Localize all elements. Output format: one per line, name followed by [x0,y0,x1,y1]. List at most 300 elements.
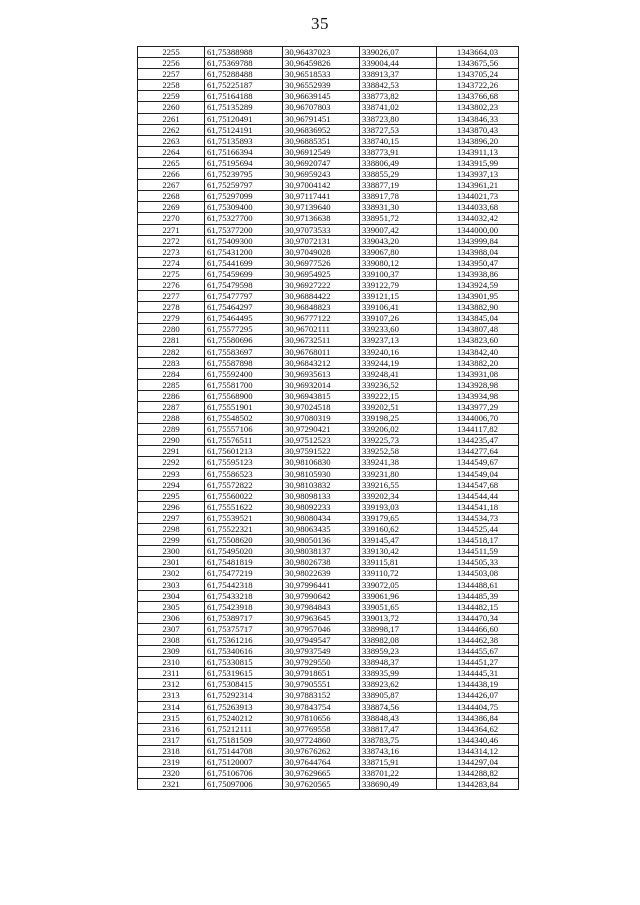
latitude-cell: 61,75592400 [205,368,283,379]
table-row [138,324,519,335]
longitude-cell: 30,96777122 [283,313,360,324]
x-coordinate-cell: 339007,42 [360,224,437,235]
y-coordinate-cell: 1344340,46 [437,734,519,745]
latitude-cell: 61,75361216 [205,634,283,645]
point-number-cell: 2279 [138,313,205,324]
table-row [138,446,519,457]
table-row [138,490,519,501]
latitude-cell: 61,75327700 [205,213,283,224]
x-coordinate-cell: 339241,38 [360,457,437,468]
point-number-cell: 2312 [138,679,205,690]
latitude-cell: 61,75263913 [205,701,283,712]
latitude-cell: 61,75551622 [205,501,283,512]
y-coordinate-cell: 1344485,39 [437,590,519,601]
x-coordinate-cell: 338951,72 [360,213,437,224]
table-row [138,80,519,91]
longitude-cell: 30,96707803 [283,102,360,113]
longitude-cell: 30,96943815 [283,390,360,401]
point-number-cell: 2305 [138,601,205,612]
y-coordinate-cell: 1343934,98 [437,390,519,401]
point-number-cell: 2268 [138,191,205,202]
latitude-cell: 61,75319615 [205,668,283,679]
point-number-cell: 2291 [138,446,205,457]
y-coordinate-cell: 1344541,18 [437,501,519,512]
table-row [138,124,519,135]
latitude-cell: 61,75135893 [205,135,283,146]
table-row [138,546,519,557]
longitude-cell: 30,96932014 [283,379,360,390]
point-number-cell: 2300 [138,546,205,557]
point-number-cell: 2260 [138,102,205,113]
x-coordinate-cell: 339130,42 [360,546,437,557]
longitude-cell: 30,98026738 [283,557,360,568]
y-coordinate-cell: 1344511,59 [437,546,519,557]
table-row [138,413,519,424]
longitude-cell: 30,97990642 [283,590,360,601]
point-number-cell: 2267 [138,180,205,191]
point-number-cell: 2275 [138,268,205,279]
table-row [138,346,519,357]
coordinates-table-body [138,47,519,790]
latitude-cell: 61,75212111 [205,723,283,734]
x-coordinate-cell: 338935,99 [360,668,437,679]
point-number-cell: 2295 [138,490,205,501]
longitude-cell: 30,97136638 [283,213,360,224]
table-row [138,435,519,446]
latitude-cell: 61,75539521 [205,512,283,523]
latitude-cell: 61,75124191 [205,124,283,135]
y-coordinate-cell: 1344404,75 [437,701,519,712]
point-number-cell: 2282 [138,346,205,357]
x-coordinate-cell: 339106,41 [360,302,437,313]
longitude-cell: 30,96959243 [283,169,360,180]
point-number-cell: 2269 [138,202,205,213]
table-row [138,202,519,213]
point-number-cell: 2299 [138,535,205,546]
page-number: 35 [311,14,329,33]
longitude-cell: 30,97644764 [283,757,360,768]
latitude-cell: 61,75441699 [205,257,283,268]
point-number-cell: 2306 [138,612,205,623]
latitude-cell: 61,75369788 [205,58,283,69]
latitude-cell: 61,75120491 [205,113,283,124]
coordinates-table [137,46,519,790]
latitude-cell: 61,75548502 [205,413,283,424]
latitude-cell: 61,75587898 [205,357,283,368]
x-coordinate-cell: 338723,80 [360,113,437,124]
point-number-cell: 2290 [138,435,205,446]
table-row [138,268,519,279]
table-row [138,58,519,69]
y-coordinate-cell: 1344021,73 [437,191,519,202]
y-coordinate-cell: 1343950,47 [437,257,519,268]
latitude-cell: 61,75431200 [205,246,283,257]
longitude-cell: 30,97073533 [283,224,360,235]
latitude-cell: 61,75481819 [205,557,283,568]
point-number-cell: 2270 [138,213,205,224]
latitude-cell: 61,75330815 [205,657,283,668]
x-coordinate-cell: 338773,82 [360,91,437,102]
longitude-cell: 30,97512523 [283,435,360,446]
table-row [138,402,519,413]
latitude-cell: 61,75144708 [205,745,283,756]
table-row [138,157,519,168]
y-coordinate-cell: 1344033,68 [437,202,519,213]
longitude-cell: 30,96935613 [283,368,360,379]
y-coordinate-cell: 1344544,44 [437,490,519,501]
point-number-cell: 2309 [138,646,205,657]
table-row [138,368,519,379]
latitude-cell: 61,75586523 [205,468,283,479]
point-number-cell: 2280 [138,324,205,335]
longitude-cell: 30,97883152 [283,690,360,701]
y-coordinate-cell: 1343722,26 [437,80,519,91]
point-number-cell: 2297 [138,512,205,523]
x-coordinate-cell: 338690,49 [360,779,437,790]
latitude-cell: 61,75581700 [205,379,283,390]
longitude-cell: 30,97929550 [283,657,360,668]
x-coordinate-cell: 339100,37 [360,268,437,279]
x-coordinate-cell: 338727,53 [360,124,437,135]
x-coordinate-cell: 339193,03 [360,501,437,512]
y-coordinate-cell: 1344547,68 [437,479,519,490]
point-number-cell: 2294 [138,479,205,490]
latitude-cell: 61,75495020 [205,546,283,557]
y-coordinate-cell: 1343845,04 [437,313,519,324]
longitude-cell: 30,97620565 [283,779,360,790]
table-row [138,568,519,579]
table-row [138,135,519,146]
y-coordinate-cell: 1343938,86 [437,268,519,279]
table-row [138,224,519,235]
latitude-cell: 61,75309400 [205,202,283,213]
point-number-cell: 2318 [138,745,205,756]
longitude-cell: 30,98050136 [283,535,360,546]
latitude-cell: 61,75377200 [205,224,283,235]
longitude-cell: 30,98080434 [283,512,360,523]
table-row [138,590,519,601]
latitude-cell: 61,75340616 [205,646,283,657]
y-coordinate-cell: 1344470,34 [437,612,519,623]
point-number-cell: 2284 [138,368,205,379]
x-coordinate-cell: 339122,79 [360,279,437,290]
point-number-cell: 2296 [138,501,205,512]
y-coordinate-cell: 1343882,20 [437,357,519,368]
y-coordinate-cell: 1343846,33 [437,113,519,124]
table-row [138,479,519,490]
table-row [138,557,519,568]
y-coordinate-cell: 1344000,00 [437,224,519,235]
latitude-cell: 61,75580696 [205,335,283,346]
point-number-cell: 2266 [138,169,205,180]
point-number-cell: 2273 [138,246,205,257]
x-coordinate-cell: 338743,16 [360,745,437,756]
y-coordinate-cell: 1344451,27 [437,657,519,668]
x-coordinate-cell: 339080,12 [360,257,437,268]
longitude-cell: 30,96437023 [283,47,360,58]
longitude-cell: 30,96768011 [283,346,360,357]
x-coordinate-cell: 339206,02 [360,424,437,435]
y-coordinate-cell: 1344386,84 [437,712,519,723]
point-number-cell: 2276 [138,279,205,290]
y-coordinate-cell: 1344505,33 [437,557,519,568]
point-number-cell: 2263 [138,135,205,146]
x-coordinate-cell: 339231,80 [360,468,437,479]
longitude-cell: 30,96885351 [283,135,360,146]
table-row [138,612,519,623]
latitude-cell: 61,75557106 [205,424,283,435]
x-coordinate-cell: 339237,13 [360,335,437,346]
point-number-cell: 2271 [138,224,205,235]
latitude-cell: 61,75459699 [205,268,283,279]
table-row [138,623,519,634]
point-number-cell: 2319 [138,757,205,768]
longitude-cell: 30,98022639 [283,568,360,579]
x-coordinate-cell: 338773,91 [360,146,437,157]
point-number-cell: 2307 [138,623,205,634]
point-number-cell: 2287 [138,402,205,413]
x-coordinate-cell: 339252,58 [360,446,437,457]
x-coordinate-cell: 339198,25 [360,413,437,424]
latitude-cell: 61,75181509 [205,734,283,745]
longitude-cell: 30,96912549 [283,146,360,157]
table-row [138,701,519,712]
x-coordinate-cell: 339236,52 [360,379,437,390]
longitude-cell: 30,96884422 [283,291,360,302]
x-coordinate-cell: 338959,23 [360,646,437,657]
longitude-cell: 30,98063435 [283,524,360,535]
latitude-cell: 61,75259797 [205,180,283,191]
latitude-cell: 61,75240212 [205,712,283,723]
x-coordinate-cell: 339202,34 [360,490,437,501]
table-row [138,302,519,313]
table-row [138,113,519,124]
latitude-cell: 61,75464495 [205,313,283,324]
x-coordinate-cell: 339145,47 [360,535,437,546]
latitude-cell: 61,75164188 [205,91,283,102]
table-row [138,646,519,657]
point-number-cell: 2274 [138,257,205,268]
x-coordinate-cell: 338848,43 [360,712,437,723]
table-row [138,468,519,479]
table-row [138,279,519,290]
y-coordinate-cell: 1343896,20 [437,135,519,146]
y-coordinate-cell: 1344314,12 [437,745,519,756]
table-row [138,457,519,468]
latitude-cell: 61,75551901 [205,402,283,413]
longitude-cell: 30,97996441 [283,579,360,590]
longitude-cell: 30,96843212 [283,357,360,368]
table-row [138,91,519,102]
x-coordinate-cell: 339179,65 [360,512,437,523]
table-row [138,191,519,202]
latitude-cell: 61,75423918 [205,601,283,612]
table-row [138,745,519,756]
table-row [138,634,519,645]
point-number-cell: 2321 [138,779,205,790]
latitude-cell: 61,75477219 [205,568,283,579]
y-coordinate-cell: 1343924,59 [437,279,519,290]
point-number-cell: 2303 [138,579,205,590]
y-coordinate-cell: 1343977,29 [437,402,519,413]
table-row [138,69,519,80]
x-coordinate-cell: 338931,30 [360,202,437,213]
table-row [138,535,519,546]
y-coordinate-cell: 1344466,60 [437,623,519,634]
x-coordinate-cell: 339061,96 [360,590,437,601]
y-coordinate-cell: 1344549,04 [437,468,519,479]
longitude-cell: 30,96927222 [283,279,360,290]
table-row [138,524,519,535]
table-row [138,757,519,768]
x-coordinate-cell: 339222,15 [360,390,437,401]
y-coordinate-cell: 1343931,08 [437,368,519,379]
x-coordinate-cell: 339233,60 [360,324,437,335]
y-coordinate-cell: 1343766,68 [437,91,519,102]
x-coordinate-cell: 338905,87 [360,690,437,701]
x-coordinate-cell: 338923,62 [360,679,437,690]
y-coordinate-cell: 1344277,64 [437,446,519,457]
x-coordinate-cell: 339202,51 [360,402,437,413]
table-row [138,213,519,224]
table-row [138,690,519,701]
point-number-cell: 2264 [138,146,205,157]
y-coordinate-cell: 1344288,82 [437,768,519,779]
latitude-cell: 61,75522321 [205,524,283,535]
longitude-cell: 30,96920747 [283,157,360,168]
y-coordinate-cell: 1344297,04 [437,757,519,768]
x-coordinate-cell: 339110,72 [360,568,437,579]
x-coordinate-cell: 338998,17 [360,623,437,634]
x-coordinate-cell: 338715,91 [360,757,437,768]
table-row [138,180,519,191]
x-coordinate-cell: 338806,49 [360,157,437,168]
point-number-cell: 2316 [138,723,205,734]
y-coordinate-cell: 1343823,60 [437,335,519,346]
table-row [138,734,519,745]
longitude-cell: 30,96791451 [283,113,360,124]
latitude-cell: 61,75135289 [205,102,283,113]
longitude-cell: 30,97963645 [283,612,360,623]
table-row [138,679,519,690]
x-coordinate-cell: 338740,15 [360,135,437,146]
y-coordinate-cell: 1343705,24 [437,69,519,80]
latitude-cell: 61,75577295 [205,324,283,335]
table-row [138,235,519,246]
y-coordinate-cell: 1344455,67 [437,646,519,657]
x-coordinate-cell: 338913,37 [360,69,437,80]
table-row [138,390,519,401]
longitude-cell: 30,98038137 [283,546,360,557]
point-number-cell: 2317 [138,734,205,745]
longitude-cell: 30,96552939 [283,80,360,91]
point-number-cell: 2255 [138,47,205,58]
y-coordinate-cell: 1343882,90 [437,302,519,313]
latitude-cell: 61,75479598 [205,279,283,290]
y-coordinate-cell: 1343675,56 [437,58,519,69]
point-number-cell: 2265 [138,157,205,168]
point-number-cell: 2278 [138,302,205,313]
x-coordinate-cell: 339107,26 [360,313,437,324]
y-coordinate-cell: 1343664,03 [437,47,519,58]
y-coordinate-cell: 1344488,61 [437,579,519,590]
latitude-cell: 61,75239795 [205,169,283,180]
latitude-cell: 61,75433218 [205,590,283,601]
latitude-cell: 61,75195694 [205,157,283,168]
longitude-cell: 30,96836952 [283,124,360,135]
latitude-cell: 61,75389717 [205,612,283,623]
longitude-cell: 30,97072131 [283,235,360,246]
table-row [138,601,519,612]
latitude-cell: 61,75464297 [205,302,283,313]
y-coordinate-cell: 1343901,95 [437,291,519,302]
longitude-cell: 30,97957046 [283,623,360,634]
point-number-cell: 2259 [138,91,205,102]
latitude-cell: 61,75166394 [205,146,283,157]
x-coordinate-cell: 338842,53 [360,80,437,91]
latitude-cell: 61,75292314 [205,690,283,701]
table-row [138,657,519,668]
point-number-cell: 2257 [138,69,205,80]
latitude-cell: 61,75601213 [205,446,283,457]
longitude-cell: 30,97949547 [283,634,360,645]
table-row [138,424,519,435]
y-coordinate-cell: 1344462,38 [437,634,519,645]
table-row [138,379,519,390]
table-row [138,313,519,324]
y-coordinate-cell: 1344503,08 [437,568,519,579]
point-number-cell: 2314 [138,701,205,712]
point-number-cell: 2310 [138,657,205,668]
longitude-cell: 30,97117441 [283,191,360,202]
y-coordinate-cell: 1343961,21 [437,180,519,191]
point-number-cell: 2261 [138,113,205,124]
longitude-cell: 30,97080319 [283,413,360,424]
longitude-cell: 30,98106830 [283,457,360,468]
x-coordinate-cell: 339013,72 [360,612,437,623]
x-coordinate-cell: 339248,41 [360,368,437,379]
longitude-cell: 30,97139640 [283,202,360,213]
longitude-cell: 30,97724860 [283,734,360,745]
y-coordinate-cell: 1344525,44 [437,524,519,535]
x-coordinate-cell: 339244,19 [360,357,437,368]
x-coordinate-cell: 338948,37 [360,657,437,668]
point-number-cell: 2283 [138,357,205,368]
table-row [138,335,519,346]
table-row [138,246,519,257]
y-coordinate-cell: 1344006,70 [437,413,519,424]
x-coordinate-cell: 339225,73 [360,435,437,446]
point-number-cell: 2272 [138,235,205,246]
table-row [138,257,519,268]
longitude-cell: 30,97676262 [283,745,360,756]
x-coordinate-cell: 338917,78 [360,191,437,202]
point-number-cell: 2308 [138,634,205,645]
y-coordinate-cell: 1344235,47 [437,435,519,446]
longitude-cell: 30,96977526 [283,257,360,268]
longitude-cell: 30,97769558 [283,723,360,734]
point-number-cell: 2301 [138,557,205,568]
longitude-cell: 30,96518533 [283,69,360,80]
longitude-cell: 30,97024518 [283,402,360,413]
point-number-cell: 2285 [138,379,205,390]
latitude-cell: 61,75297099 [205,191,283,202]
latitude-cell: 61,75583697 [205,346,283,357]
y-coordinate-cell: 1344549,67 [437,457,519,468]
longitude-cell: 30,98103832 [283,479,360,490]
y-coordinate-cell: 1344283,84 [437,779,519,790]
longitude-cell: 30,98098133 [283,490,360,501]
